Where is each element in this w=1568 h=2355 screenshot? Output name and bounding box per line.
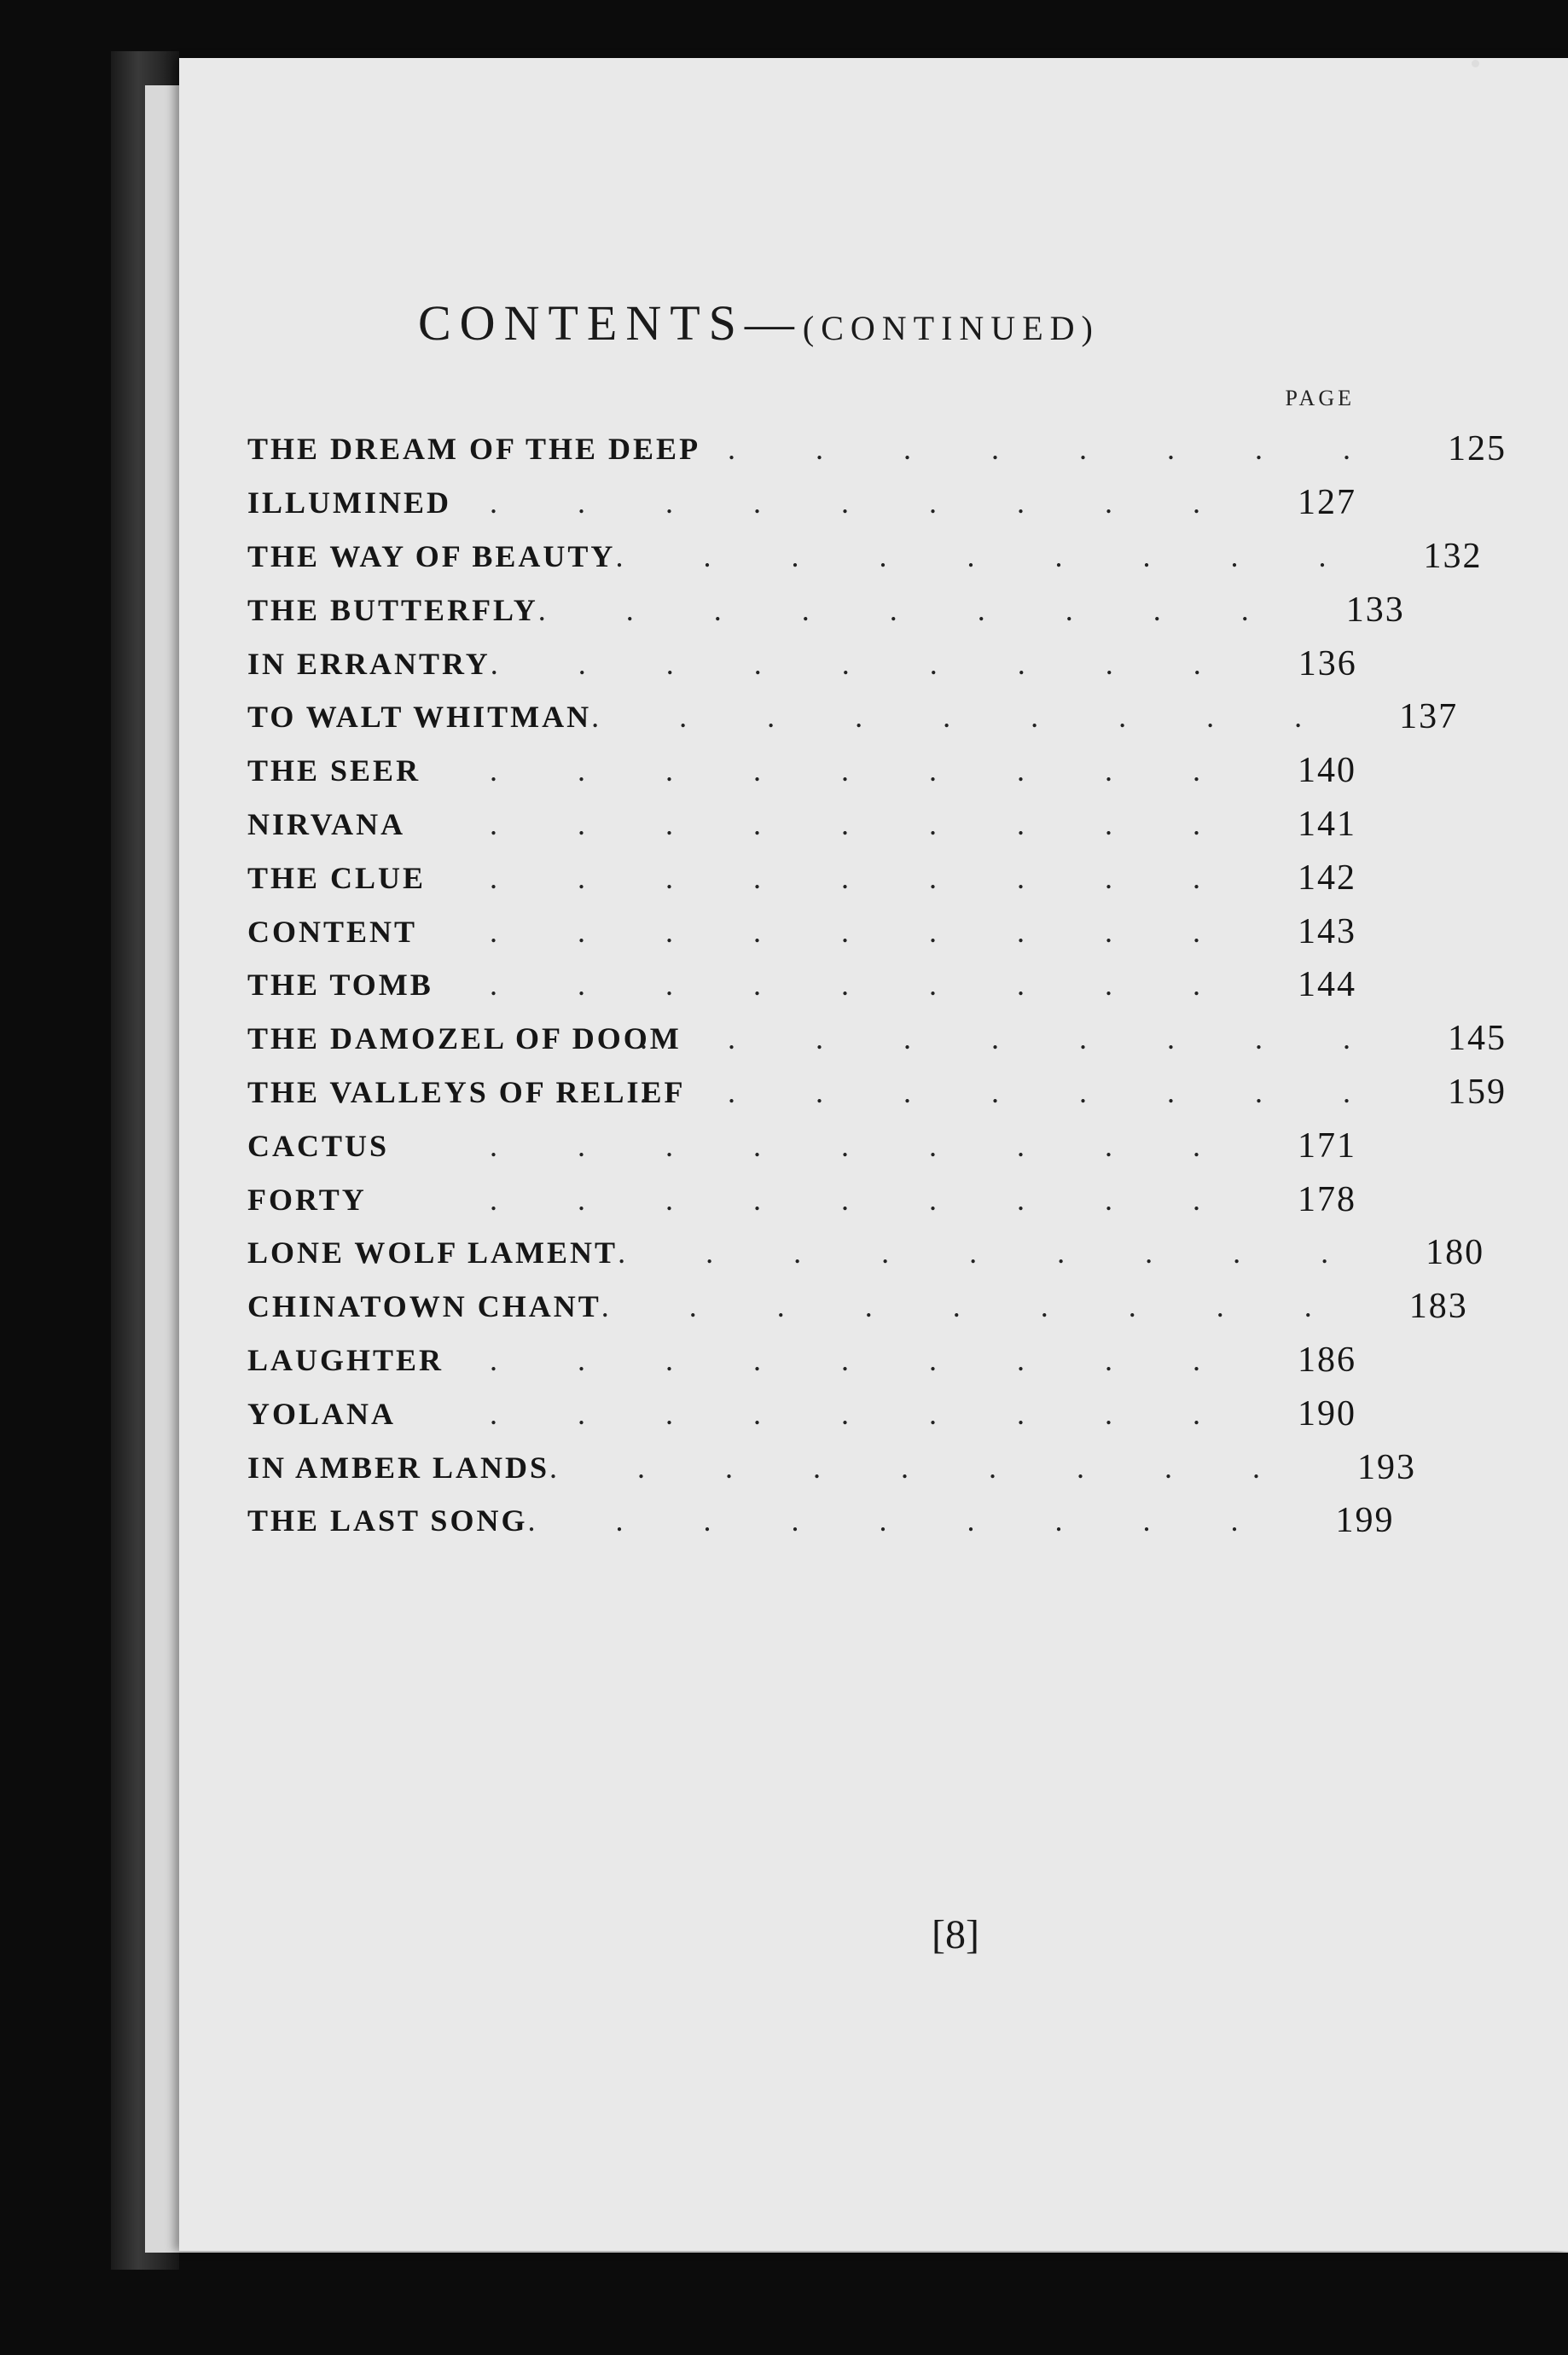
toc-entry-page: 140: [1298, 751, 1356, 791]
toc-entry: [247, 1066, 1507, 1119]
toc-entry-title: IN AMBER LANDS: [247, 1450, 550, 1485]
toc-entry-page: 125: [1448, 429, 1507, 469]
dot-leader: .........: [601, 1289, 1392, 1324]
toc-entry-page: 180: [1426, 1233, 1485, 1273]
dot-leader: .........: [615, 538, 1407, 573]
dot-leader: .........: [591, 700, 1383, 735]
toc-entry: [247, 530, 1483, 584]
toc-entry: [247, 1334, 1356, 1387]
toc-entry-page: 136: [1298, 643, 1357, 683]
page-column-label: PAGE: [1285, 386, 1355, 410]
dot-leader: .........: [618, 1236, 1409, 1271]
toc-entry: [247, 637, 1356, 690]
toc-entry-title: YOLANA: [247, 1396, 397, 1431]
dot-leader: .........: [640, 432, 1431, 467]
toc-entry-title: THE TOMB: [247, 968, 433, 1003]
dot-leader: .........: [490, 1182, 1281, 1217]
toc-entry: [247, 1119, 1356, 1172]
toc-entry-page: 171: [1298, 1125, 1356, 1166]
dot-leader: .........: [490, 914, 1281, 949]
contents-heading: [418, 294, 1356, 352]
toc-entry: [247, 690, 1459, 744]
toc-entry: [247, 958, 1356, 1012]
toc-entry-title: LAUGHTER: [247, 1342, 444, 1377]
dot-leader: .........: [490, 968, 1281, 1003]
toc-entry-title: THE CLUE: [247, 860, 427, 895]
dot-leader: .........: [549, 1450, 1341, 1485]
dot-leader: .........: [640, 1021, 1431, 1056]
toc-entry-title: THE VALLEYS OF RELIEF: [247, 1074, 686, 1109]
toc-entry-title: THE SEER: [247, 753, 421, 788]
toc-entry-title: THE DREAM OF THE DEEP: [247, 432, 701, 467]
toc-entry-page: 141: [1298, 804, 1356, 844]
dot-leader: .........: [490, 860, 1281, 895]
toc-entry-page: 133: [1345, 590, 1405, 630]
toc-entry-page: 137: [1399, 697, 1459, 737]
toc-entry-title: FORTY: [247, 1182, 367, 1217]
toc-entry-title: TO WALT WHITMAN: [247, 700, 592, 735]
toc-entry-page: 190: [1298, 1393, 1356, 1433]
toc-entry-title: THE LAST SONG: [247, 1503, 528, 1538]
toc-entry: [247, 1012, 1507, 1066]
dot-leader: .........: [537, 592, 1329, 627]
toc-entry-title: LONE WOLF LAMENT: [247, 1236, 618, 1271]
toc-entry: [247, 851, 1356, 904]
toc-entry-page: 127: [1298, 483, 1356, 523]
toc-entry-page: 132: [1423, 536, 1483, 576]
toc-entry: [247, 1494, 1395, 1548]
toc-entry: [247, 1387, 1356, 1440]
toc-entry-page: 144: [1298, 965, 1356, 1005]
toc-entry-title: CACTUS: [247, 1128, 390, 1163]
toc-entry: [247, 1226, 1485, 1280]
toc-entry-title: THE DAMOZEL OF DOOM: [247, 1021, 682, 1056]
heading-dash: —: [744, 295, 803, 351]
toc-entry-page: 183: [1408, 1287, 1468, 1327]
dot-leader: .........: [490, 1342, 1281, 1377]
toc-entry: [247, 744, 1356, 798]
dot-leader: .........: [490, 1396, 1281, 1431]
contents-title: CONTENTS: [418, 295, 745, 351]
toc-entry-page: 142: [1298, 858, 1356, 898]
toc-entry: [247, 583, 1405, 637]
dot-leader: .........: [490, 806, 1281, 841]
dot-leader: .........: [490, 753, 1281, 788]
dot-leader: .........: [527, 1503, 1319, 1538]
dot-leader: .........: [640, 1074, 1431, 1109]
toc-entry: [247, 798, 1356, 852]
toc-entry-title: IN ERRANTRY: [247, 646, 491, 681]
toc-entry-page: 143: [1298, 911, 1356, 951]
dot-leader: .........: [490, 486, 1281, 520]
toc-entry: [247, 476, 1356, 530]
toc-entry-title: NIRVANA: [247, 806, 406, 841]
toc-entry-page: 199: [1335, 1501, 1395, 1541]
dust-speck: [1472, 60, 1479, 67]
toc-entry: [247, 422, 1507, 476]
toc-entry: [247, 1280, 1468, 1334]
page-number: [8]: [932, 1912, 979, 1957]
continued-label: (CONTINUED): [802, 309, 1100, 347]
toc-entry-page: 178: [1298, 1179, 1356, 1219]
toc-entry-title: ILLUMINED: [247, 486, 452, 520]
toc-entry-title: CHINATOWN CHANT: [247, 1289, 601, 1324]
dot-leader: .........: [490, 646, 1281, 681]
toc-entry-title: CONTENT: [247, 914, 418, 949]
toc-entry: [247, 904, 1356, 958]
toc-entry-title: THE BUTTERFLY: [247, 592, 538, 627]
toc-entry: [247, 1440, 1417, 1494]
toc-entry-title: THE WAY OF BEAUTY: [247, 538, 616, 573]
table-of-contents: [247, 422, 1507, 1548]
toc-entry-page: 186: [1298, 1340, 1356, 1380]
toc-entry-page: 159: [1448, 1072, 1507, 1112]
toc-entry: [247, 1172, 1356, 1226]
toc-entry-page: 193: [1357, 1447, 1417, 1487]
dot-leader: .........: [490, 1128, 1281, 1163]
toc-entry-page: 145: [1448, 1019, 1507, 1059]
